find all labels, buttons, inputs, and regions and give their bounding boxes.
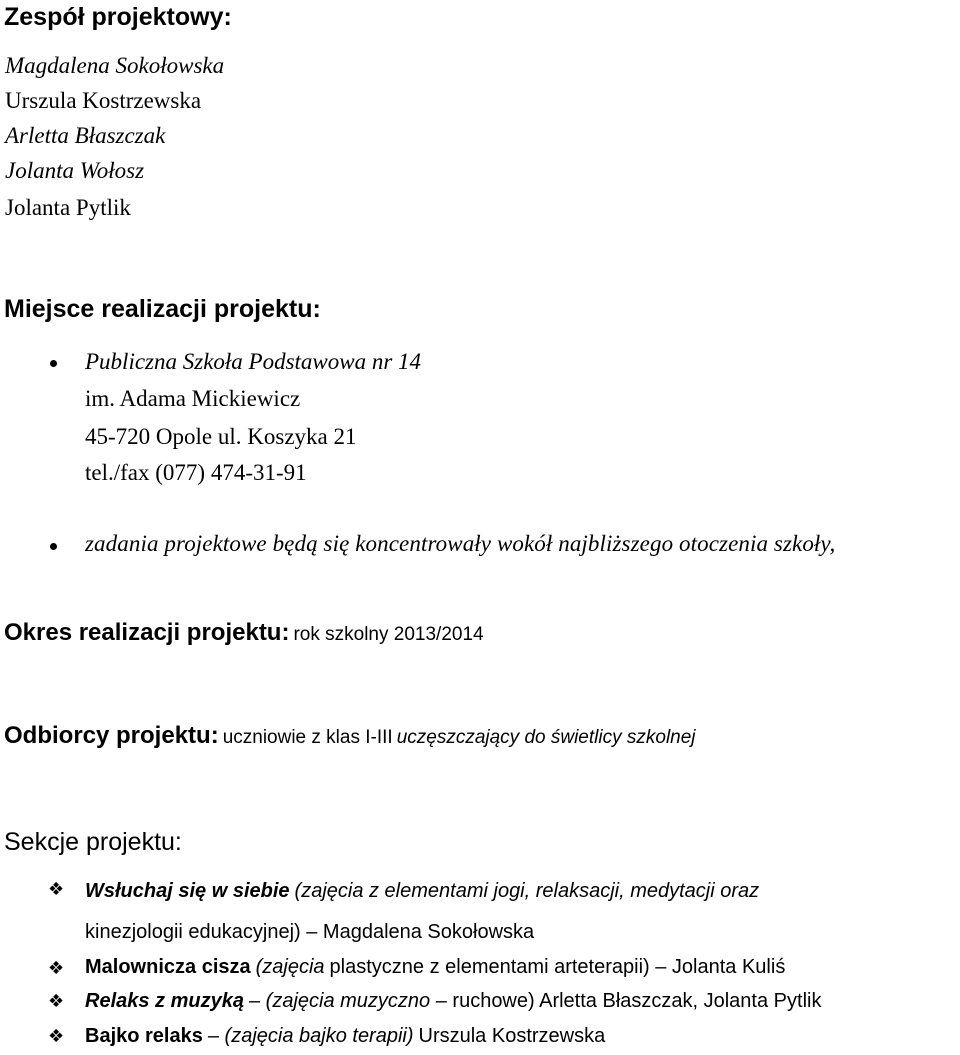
team-member: Magdalena Sokołowska bbox=[5, 53, 225, 78]
section-item bbox=[85, 990, 821, 1013]
diamond-bullet-icon: ❖ bbox=[48, 991, 65, 1012]
team-heading: Zespół projektowy: bbox=[4, 3, 232, 31]
section-item bbox=[85, 1025, 605, 1048]
section-desc-cont: kinezjologii edukacyjnej) – Magdalena Sokołowska bbox=[85, 921, 535, 943]
recipients-value: uczniowie z klas I-III bbox=[222, 727, 393, 748]
section-title: Malownicza cisza bbox=[85, 956, 251, 978]
period-line bbox=[4, 619, 484, 647]
recipients-value-italic: uczęszczający do świetlicy szkolnej bbox=[396, 727, 696, 748]
section-desc: – (zajęcia bajko terapii) bbox=[207, 1025, 414, 1047]
diamond-bullet-icon: ❖ bbox=[48, 958, 65, 979]
diamond-bullet-icon: ❖ bbox=[48, 879, 65, 900]
section-desc-rest: ruchowe) Arletta Błaszczak, Jolanta Pytlik bbox=[452, 990, 822, 1012]
section-title: Relaks z muzyką bbox=[85, 990, 244, 1012]
team-member: Urszula Kostrzewska bbox=[5, 88, 202, 113]
period-value: rok szkolny 2013/2014 bbox=[293, 624, 484, 645]
recipients-label: Odbiorcy projektu: bbox=[4, 722, 219, 749]
location-heading: Miejsce realizacji projektu: bbox=[4, 295, 321, 323]
section-desc: (zajęcia z elementami jogi, relaksacji, medytacji oraz bbox=[294, 880, 760, 902]
team-member: Jolanta Wołosz bbox=[5, 158, 145, 183]
location-note: zadania projektowe będą się koncentrowały wokół najbliższego otoczenia szkoły, bbox=[85, 531, 836, 556]
section-desc: (zajęcia bbox=[255, 956, 325, 978]
bullet-dot-icon bbox=[50, 543, 57, 550]
sections-heading: Sekcje projektu: bbox=[4, 828, 182, 856]
address-line: tel./fax (077) 474-31-91 bbox=[85, 460, 307, 485]
section-desc-rest: Urszula Kostrzewska bbox=[418, 1025, 606, 1047]
bullet-dot-icon bbox=[50, 360, 57, 367]
section-item bbox=[85, 880, 759, 903]
section-desc-rest: plastyczne z elementami arteterapii) – Jolanta Kuliś bbox=[329, 956, 786, 978]
period-label: Okres realizacji projektu: bbox=[4, 619, 290, 646]
team-member: Arletta Błaszczak bbox=[5, 123, 166, 148]
address-line: 45-720 Opole ul. Koszyka 21 bbox=[85, 424, 357, 449]
address-line: im. Adama Mickiewicz bbox=[85, 386, 301, 411]
address-line: Publiczna Szkoła Podstawowa nr 14 bbox=[85, 349, 422, 374]
section-item bbox=[85, 956, 785, 979]
section-desc: – (zajęcia muzyczno – bbox=[248, 990, 453, 1012]
section-title: Wsłuchaj się w siebie bbox=[85, 880, 290, 902]
section-title: Bajko relaks bbox=[85, 1025, 203, 1047]
diamond-bullet-icon: ❖ bbox=[48, 1026, 65, 1047]
recipients-line bbox=[4, 722, 696, 750]
team-member: Jolanta Pytlik bbox=[5, 195, 131, 220]
